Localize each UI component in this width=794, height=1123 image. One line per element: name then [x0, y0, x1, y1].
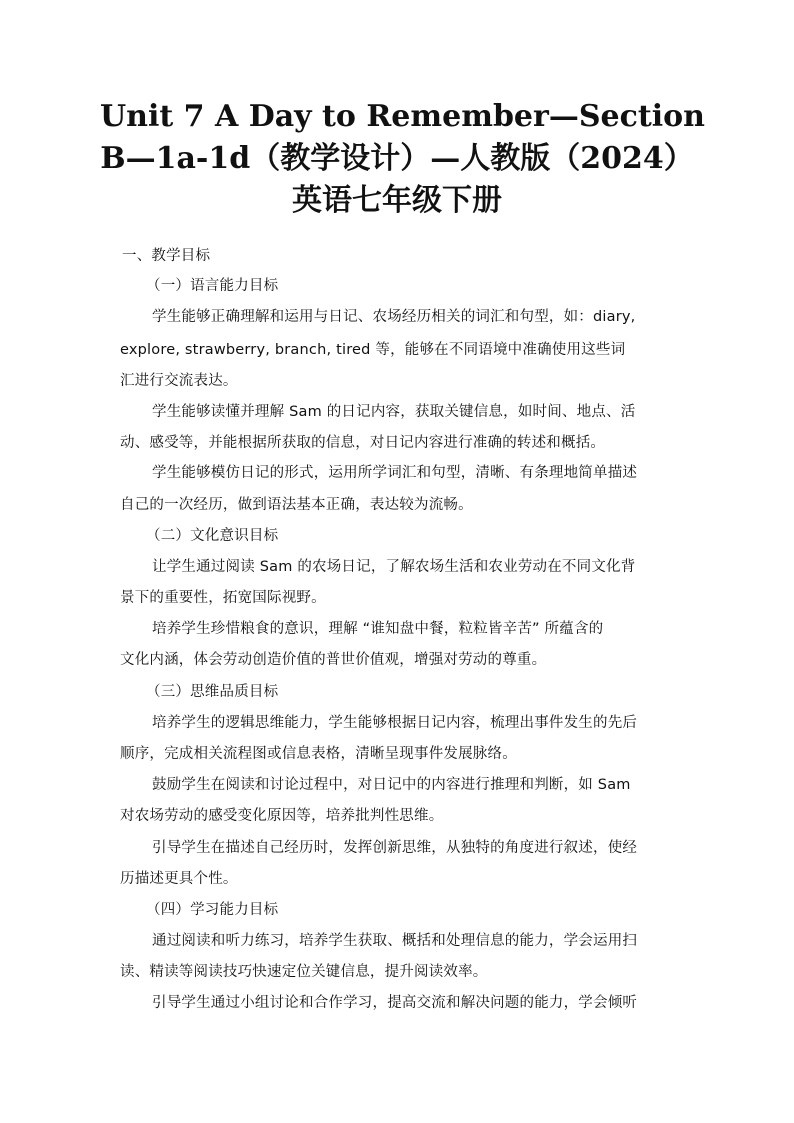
paragraph-line: 学生能够读懂并理解 Sam 的日记内容，获取关键信息，如时间、地点、活 [152, 404, 636, 420]
paragraph-line: explore, strawberry, branch, tired 等，能够在不同语境中准确使用这些词 [120, 342, 626, 358]
paragraph-line: 学生能够模仿日记的形式，运用所学词汇和句型，清晰、有条理地简单描述 [152, 465, 638, 481]
subsection-heading-learning: （四）学习能力目标 [146, 902, 279, 918]
document-title-line-2: B—1a-1d（教学设计）—人教版（2024） [100, 141, 694, 176]
paragraph-line: 培养学生的逻辑思维能力，学生能够根据日记内容，梳理出事件发生的先后 [152, 715, 638, 731]
paragraph-line: 历描述更具个性。 [120, 871, 238, 887]
subsection-heading-language: （一）语言能力目标 [146, 278, 279, 294]
paragraph-line: 景下的重要性，拓宽国际视野。 [120, 590, 326, 606]
paragraph-line: 通过阅读和听力练习，培养学生获取、概括和处理信息的能力，学会运用扫 [152, 933, 638, 949]
paragraph-line: 引导学生在描述自己经历时，发挥创新思维，从独特的角度进行叙述，使经 [152, 840, 638, 856]
section-heading-objectives: 一、教学目标 [122, 248, 211, 264]
paragraph-line: 动、感受等，并能根据所获取的信息，对日记内容进行准确的转述和概括。 [120, 435, 606, 451]
paragraph-line: 汇进行交流表达。 [120, 373, 238, 389]
document-title-line-3: 英语七年级下册 [292, 183, 502, 218]
paragraph-line: 鼓励学生在阅读和讨论过程中，对日记中的内容进行推理和判断，如 Sam [152, 777, 631, 793]
paragraph-line: 培养学生珍惜粮食的意识，理解 “谁知盘中餐，粒粒皆辛苦” 所蕴含的 [152, 621, 604, 637]
paragraph-line: 引导学生通过小组讨论和合作学习，提高交流和解决问题的能力，学会倾听 [152, 995, 638, 1011]
paragraph-line: 对农场劳动的感受变化原因等，培养批判性思维。 [120, 808, 444, 824]
document-title-line-1: Unit 7 A Day to Remember—Section [100, 99, 705, 134]
paragraph-line: 顺序，完成相关流程图或信息表格，清晰呈现事件发展脉络。 [120, 746, 517, 762]
subsection-heading-thinking: （三）思维品质目标 [146, 684, 279, 700]
paragraph-line: 让学生通过阅读 Sam 的农场日记，了解农场生活和农业劳动在不同文化背 [152, 559, 636, 575]
paragraph-line: 学生能够正确理解和运用与日记、农场经历相关的词汇和句型，如：diary, [152, 309, 636, 325]
paragraph-line: 自己的一次经历，做到语法基本正确，表达较为流畅。 [120, 497, 473, 513]
subsection-heading-culture: （二）文化意识目标 [146, 528, 279, 544]
paragraph-line: 文化内涵，体会劳动创造价值的普世价值观，增强对劳动的尊重。 [120, 652, 547, 668]
paragraph-line: 读、精读等阅读技巧快速定位关键信息，提升阅读效率。 [120, 964, 488, 980]
